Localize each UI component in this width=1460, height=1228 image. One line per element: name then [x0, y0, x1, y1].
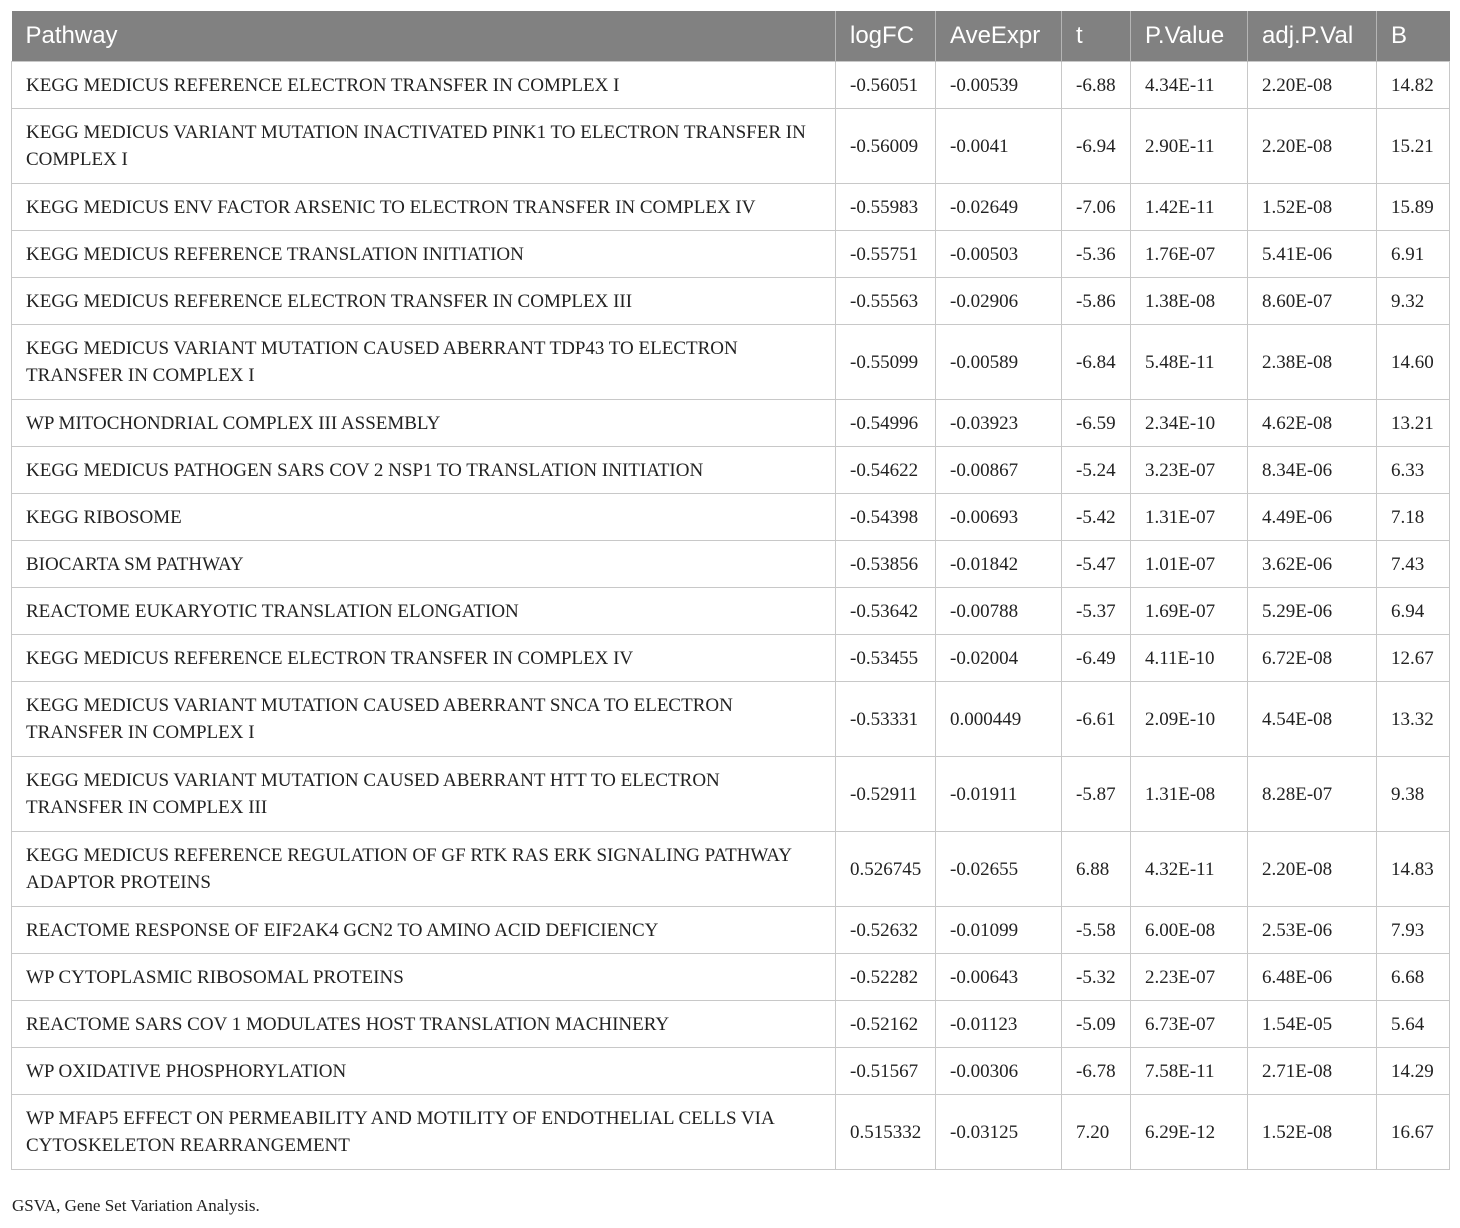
- logfc-cell: -0.54622: [836, 447, 936, 494]
- column-header-aveexpr: AveExpr: [936, 11, 1062, 62]
- table-body: [12, 62, 1450, 1170]
- b-cell: 7.93: [1377, 907, 1450, 954]
- adj-pval-cell: 6.72E-08: [1248, 635, 1377, 682]
- t-cell: -5.47: [1062, 541, 1131, 588]
- results-table-container: [11, 11, 1449, 1170]
- pvalue-cell: 2.90E-11: [1131, 109, 1248, 184]
- aveexpr-cell: -0.0041: [936, 109, 1062, 184]
- t-cell: -6.78: [1062, 1048, 1131, 1095]
- pvalue-cell: 1.31E-08: [1131, 757, 1248, 832]
- adj-pval-cell: 5.41E-06: [1248, 231, 1377, 278]
- b-cell: 14.82: [1377, 62, 1450, 109]
- adj-pval-cell: 5.29E-06: [1248, 588, 1377, 635]
- pathway-cell: WP MITOCHONDRIAL COMPLEX III ASSEMBLY: [12, 400, 836, 447]
- pvalue-cell: 6.29E-12: [1131, 1095, 1248, 1170]
- pvalue-cell: 2.34E-10: [1131, 400, 1248, 447]
- adj-pval-cell: 8.28E-07: [1248, 757, 1377, 832]
- b-cell: 14.29: [1377, 1048, 1450, 1095]
- logfc-cell: -0.53331: [836, 682, 936, 757]
- logfc-cell: -0.53455: [836, 635, 936, 682]
- logfc-cell: -0.55099: [836, 325, 936, 400]
- t-cell: -7.06: [1062, 184, 1131, 231]
- pvalue-cell: 4.11E-10: [1131, 635, 1248, 682]
- pathway-cell: KEGG MEDICUS REFERENCE REGULATION OF GF RTK RAS ERK SIGNALING PATHWAY ADAPTOR PROTEINS: [12, 832, 836, 907]
- pathway-cell: WP CYTOPLASMIC RIBOSOMAL PROTEINS: [12, 954, 836, 1001]
- column-header-adj-pval: adj.P.Val: [1248, 11, 1377, 62]
- table-row: [12, 954, 1450, 1001]
- t-cell: -5.09: [1062, 1001, 1131, 1048]
- b-cell: 9.38: [1377, 757, 1450, 832]
- pathway-cell: WP MFAP5 EFFECT ON PERMEABILITY AND MOTILITY OF ENDOTHELIAL CELLS VIA CYTOSKELETON REARRANGEMENT: [12, 1095, 836, 1170]
- pathway-cell: REACTOME EUKARYOTIC TRANSLATION ELONGATION: [12, 588, 836, 635]
- logfc-cell: -0.52911: [836, 757, 936, 832]
- adj-pval-cell: 4.62E-08: [1248, 400, 1377, 447]
- b-cell: 9.32: [1377, 278, 1450, 325]
- logfc-cell: 0.515332: [836, 1095, 936, 1170]
- table-footnote: GSVA, Gene Set Variation Analysis.: [12, 1196, 260, 1215]
- pathway-cell: KEGG MEDICUS REFERENCE ELECTRON TRANSFER IN COMPLEX I: [12, 62, 836, 109]
- table-row: [12, 832, 1450, 907]
- column-header-pathway: Pathway: [12, 11, 836, 62]
- table-row: [12, 682, 1450, 757]
- adj-pval-cell: 1.52E-08: [1248, 1095, 1377, 1170]
- t-cell: 7.20: [1062, 1095, 1131, 1170]
- pathway-cell: KEGG MEDICUS VARIANT MUTATION CAUSED ABERRANT SNCA TO ELECTRON TRANSFER IN COMPLEX I: [12, 682, 836, 757]
- adj-pval-cell: 3.62E-06: [1248, 541, 1377, 588]
- pvalue-cell: 3.23E-07: [1131, 447, 1248, 494]
- aveexpr-cell: -0.03125: [936, 1095, 1062, 1170]
- t-cell: -6.61: [1062, 682, 1131, 757]
- aveexpr-cell: -0.02649: [936, 184, 1062, 231]
- adj-pval-cell: 2.20E-08: [1248, 109, 1377, 184]
- b-cell: 5.64: [1377, 1001, 1450, 1048]
- t-cell: -5.32: [1062, 954, 1131, 1001]
- table-row: [12, 62, 1450, 109]
- adj-pval-cell: 2.20E-08: [1248, 832, 1377, 907]
- adj-pval-cell: 2.20E-08: [1248, 62, 1377, 109]
- table-row: [12, 109, 1450, 184]
- table-row: [12, 1095, 1450, 1170]
- logfc-cell: 0.526745: [836, 832, 936, 907]
- aveexpr-cell: -0.01842: [936, 541, 1062, 588]
- b-cell: 15.21: [1377, 109, 1450, 184]
- adj-pval-cell: 2.38E-08: [1248, 325, 1377, 400]
- t-cell: -5.87: [1062, 757, 1131, 832]
- logfc-cell: -0.55983: [836, 184, 936, 231]
- logfc-cell: -0.52282: [836, 954, 936, 1001]
- logfc-cell: -0.54398: [836, 494, 936, 541]
- aveexpr-cell: -0.01099: [936, 907, 1062, 954]
- table-row: [12, 588, 1450, 635]
- aveexpr-cell: -0.02655: [936, 832, 1062, 907]
- aveexpr-cell: -0.01123: [936, 1001, 1062, 1048]
- pathway-cell: BIOCARTA SM PATHWAY: [12, 541, 836, 588]
- pvalue-cell: 4.34E-11: [1131, 62, 1248, 109]
- aveexpr-cell: -0.00539: [936, 62, 1062, 109]
- adj-pval-cell: 6.48E-06: [1248, 954, 1377, 1001]
- b-cell: 6.91: [1377, 231, 1450, 278]
- b-cell: 13.32: [1377, 682, 1450, 757]
- pathway-cell: KEGG MEDICUS REFERENCE TRANSLATION INITIATION: [12, 231, 836, 278]
- adj-pval-cell: 2.71E-08: [1248, 1048, 1377, 1095]
- pathway-cell: KEGG MEDICUS VARIANT MUTATION INACTIVATED PINK1 TO ELECTRON TRANSFER IN COMPLEX I: [12, 109, 836, 184]
- b-cell: 6.94: [1377, 588, 1450, 635]
- table-row: [12, 907, 1450, 954]
- aveexpr-cell: 0.000449: [936, 682, 1062, 757]
- t-cell: -5.36: [1062, 231, 1131, 278]
- aveexpr-cell: -0.00693: [936, 494, 1062, 541]
- logfc-cell: -0.53856: [836, 541, 936, 588]
- b-cell: 13.21: [1377, 400, 1450, 447]
- aveexpr-cell: -0.02004: [936, 635, 1062, 682]
- adj-pval-cell: 1.52E-08: [1248, 184, 1377, 231]
- b-cell: 16.67: [1377, 1095, 1450, 1170]
- logfc-cell: -0.55563: [836, 278, 936, 325]
- pathway-cell: KEGG MEDICUS REFERENCE ELECTRON TRANSFER IN COMPLEX IV: [12, 635, 836, 682]
- table-row: [12, 494, 1450, 541]
- pathway-cell: KEGG MEDICUS REFERENCE ELECTRON TRANSFER IN COMPLEX III: [12, 278, 836, 325]
- pvalue-cell: 5.48E-11: [1131, 325, 1248, 400]
- pvalue-cell: 1.42E-11: [1131, 184, 1248, 231]
- t-cell: -5.24: [1062, 447, 1131, 494]
- adj-pval-cell: 4.49E-06: [1248, 494, 1377, 541]
- pathway-cell: KEGG MEDICUS ENV FACTOR ARSENIC TO ELECTRON TRANSFER IN COMPLEX IV: [12, 184, 836, 231]
- header-row: [12, 11, 1450, 62]
- pvalue-cell: 2.09E-10: [1131, 682, 1248, 757]
- pvalue-cell: 1.31E-07: [1131, 494, 1248, 541]
- t-cell: -5.37: [1062, 588, 1131, 635]
- column-header-logfc: logFC: [836, 11, 936, 62]
- t-cell: -6.59: [1062, 400, 1131, 447]
- logfc-cell: -0.54996: [836, 400, 936, 447]
- t-cell: -6.49: [1062, 635, 1131, 682]
- results-table: [11, 11, 1450, 1170]
- logfc-cell: -0.51567: [836, 1048, 936, 1095]
- aveexpr-cell: -0.03923: [936, 400, 1062, 447]
- aveexpr-cell: -0.00306: [936, 1048, 1062, 1095]
- table-row: [12, 278, 1450, 325]
- pvalue-cell: 1.38E-08: [1131, 278, 1248, 325]
- pathway-cell: KEGG MEDICUS VARIANT MUTATION CAUSED ABERRANT HTT TO ELECTRON TRANSFER IN COMPLEX III: [12, 757, 836, 832]
- b-cell: 14.83: [1377, 832, 1450, 907]
- aveexpr-cell: -0.00867: [936, 447, 1062, 494]
- column-header-b: B: [1377, 11, 1450, 62]
- logfc-cell: -0.52162: [836, 1001, 936, 1048]
- pathway-cell: KEGG MEDICUS PATHOGEN SARS COV 2 NSP1 TO TRANSLATION INITIATION: [12, 447, 836, 494]
- table-row: [12, 541, 1450, 588]
- pvalue-cell: 2.23E-07: [1131, 954, 1248, 1001]
- b-cell: 15.89: [1377, 184, 1450, 231]
- t-cell: -5.58: [1062, 907, 1131, 954]
- pathway-cell: REACTOME SARS COV 1 MODULATES HOST TRANSLATION MACHINERY: [12, 1001, 836, 1048]
- pathway-cell: KEGG MEDICUS VARIANT MUTATION CAUSED ABERRANT TDP43 TO ELECTRON TRANSFER IN COMPLEX I: [12, 325, 836, 400]
- t-cell: -6.84: [1062, 325, 1131, 400]
- pathway-cell: REACTOME RESPONSE OF EIF2AK4 GCN2 TO AMINO ACID DEFICIENCY: [12, 907, 836, 954]
- logfc-cell: -0.52632: [836, 907, 936, 954]
- aveexpr-cell: -0.01911: [936, 757, 1062, 832]
- logfc-cell: -0.56051: [836, 62, 936, 109]
- t-cell: -6.88: [1062, 62, 1131, 109]
- table-row: [12, 231, 1450, 278]
- column-header-t: t: [1062, 11, 1131, 62]
- logfc-cell: -0.55751: [836, 231, 936, 278]
- aveexpr-cell: -0.02906: [936, 278, 1062, 325]
- pvalue-cell: 1.69E-07: [1131, 588, 1248, 635]
- pvalue-cell: 4.32E-11: [1131, 832, 1248, 907]
- pvalue-cell: 6.00E-08: [1131, 907, 1248, 954]
- pvalue-cell: 1.01E-07: [1131, 541, 1248, 588]
- t-cell: -5.86: [1062, 278, 1131, 325]
- column-header-pvalue: P.Value: [1131, 11, 1248, 62]
- aveexpr-cell: -0.00589: [936, 325, 1062, 400]
- b-cell: 6.33: [1377, 447, 1450, 494]
- table-row: [12, 1048, 1450, 1095]
- pathway-cell: WP OXIDATIVE PHOSPHORYLATION: [12, 1048, 836, 1095]
- adj-pval-cell: 2.53E-06: [1248, 907, 1377, 954]
- pathway-cell: KEGG RIBOSOME: [12, 494, 836, 541]
- t-cell: -6.94: [1062, 109, 1131, 184]
- adj-pval-cell: 8.34E-06: [1248, 447, 1377, 494]
- table-row: [12, 757, 1450, 832]
- aveexpr-cell: -0.00788: [936, 588, 1062, 635]
- t-cell: -5.42: [1062, 494, 1131, 541]
- adj-pval-cell: 8.60E-07: [1248, 278, 1377, 325]
- b-cell: 7.43: [1377, 541, 1450, 588]
- aveexpr-cell: -0.00503: [936, 231, 1062, 278]
- aveexpr-cell: -0.00643: [936, 954, 1062, 1001]
- logfc-cell: -0.56009: [836, 109, 936, 184]
- b-cell: 12.67: [1377, 635, 1450, 682]
- table-row: [12, 1001, 1450, 1048]
- b-cell: 7.18: [1377, 494, 1450, 541]
- table-row: [12, 184, 1450, 231]
- b-cell: 6.68: [1377, 954, 1450, 1001]
- t-cell: 6.88: [1062, 832, 1131, 907]
- table-header: [12, 11, 1450, 62]
- b-cell: 14.60: [1377, 325, 1450, 400]
- table-row: [12, 447, 1450, 494]
- adj-pval-cell: 1.54E-05: [1248, 1001, 1377, 1048]
- pvalue-cell: 6.73E-07: [1131, 1001, 1248, 1048]
- logfc-cell: -0.53642: [836, 588, 936, 635]
- pvalue-cell: 7.58E-11: [1131, 1048, 1248, 1095]
- pvalue-cell: 1.76E-07: [1131, 231, 1248, 278]
- table-row: [12, 325, 1450, 400]
- table-row: [12, 400, 1450, 447]
- adj-pval-cell: 4.54E-08: [1248, 682, 1377, 757]
- table-row: [12, 635, 1450, 682]
